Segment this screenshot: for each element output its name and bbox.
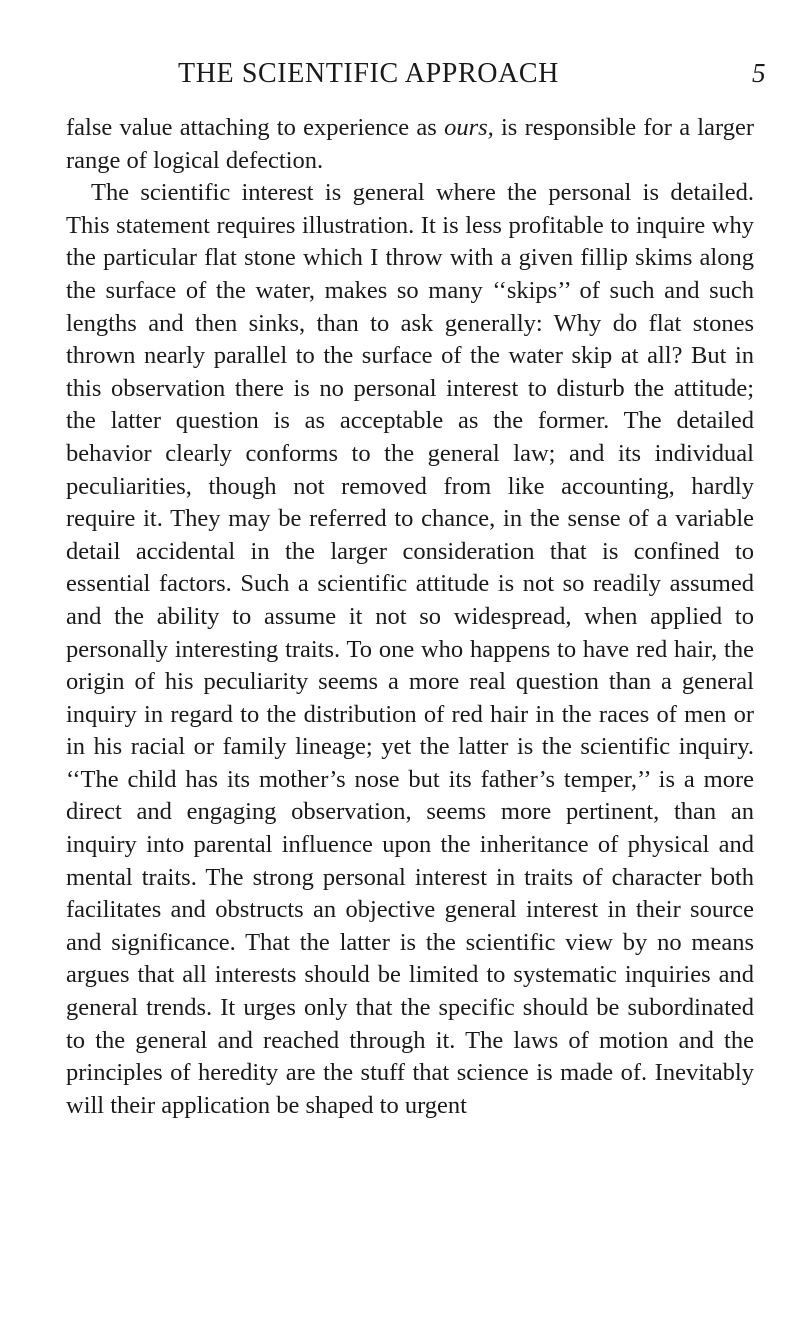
paragraph-1-run-1: false value attaching to experience as	[66, 114, 445, 141]
paragraph-2-run-1: The scientific interest is general where the personal is detailed. This statement requires illustration. It is less profitable to inquire why the particular flat stone which I throw with a given fillip skims along the surface of the water, makes so many ‘‘skips’’ of such and such lengths and then sinks, than to ask generally: Why do flat stones thrown nearly parallel to the surface of the water skip at all? But in this observation there is no personal interest to disturb the attitude; the latter question is as acceptable as the former. The detailed behavior clearly conforms to the general law; and its individual peculiarities, though not removed from like accounting, hardly require it. They may be referred to chance, in the sense of a variable detail accidental in the larger consideration that is confined to essential factors. Such a scientific attitude is not so readily assumed and the ability to assume it not so widespread, when applied to personally interesting traits. To one who happens to have red hair, the origin of his peculiarity seems a more real question than a general inquiry in regard to the distribution of red hair in the races of men or in his racial or family lineage; yet the latter is the scientific inquiry. ‘‘The child has its mother’s nose but its father’s temper,’’ is a more direct and engaging observation, seems more pertinent, than an inquiry into parental influence upon the inheritance of physical and mental traits. The strong personal interest in traits of character both facilitates and obstructs an objective general interest in their source and significance. That the latter is the scientific view by no means argues that all interests should be limited to systematic inquiries and general trends. It urges only that the specific should be subordinated to the general and reached through it. The laws of motion and the principles of heredity are the stuff that science is made of. Inevitably will their application be shaped to urgent	[66, 179, 754, 1119]
page-number: 5	[752, 58, 766, 88]
paragraph-1	[66, 112, 754, 177]
paragraph-1-run-3: is responsible for a larger range of logical defection.	[66, 114, 754, 174]
running-head	[0, 58, 801, 98]
paragraph-1-run-2-italic: ours,	[444, 114, 494, 141]
paragraph-2	[66, 177, 754, 1122]
body-text	[66, 112, 754, 1122]
running-head-title: THE SCIENTIFIC APPROACH	[178, 58, 559, 89]
